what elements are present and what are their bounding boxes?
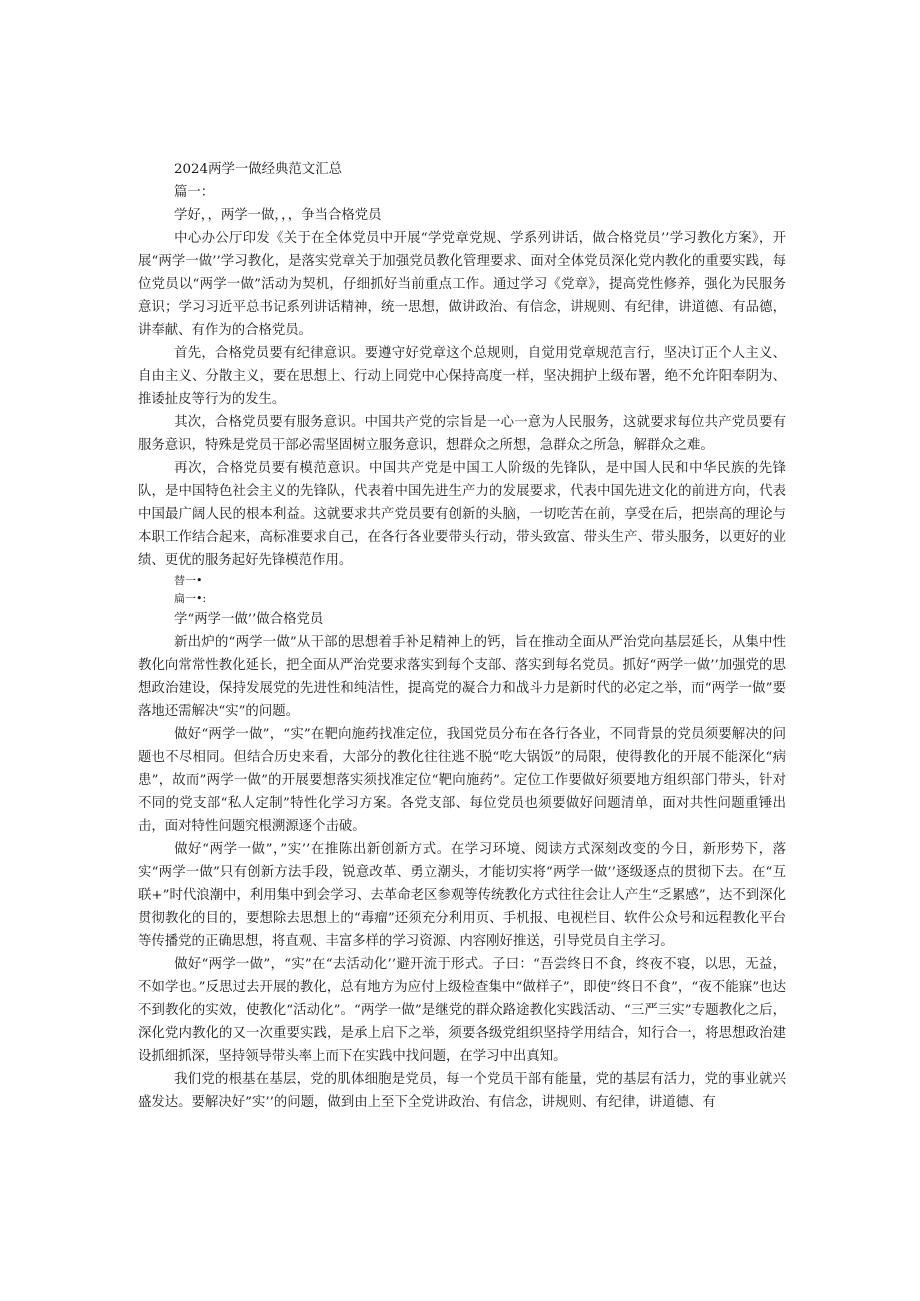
part1-paragraph-2: 首先，合格党员要有纪律意识。要遵守好党章这个总规则，自觉用党章规范言行，坚决订正个人主义、自由主义、分散主义，要在思想上、行动上同党中心保持高度一样，坚决拥护上级布署，绝不允许阳奉阴为、推诿扯皮等行为的发生。 — [138, 346, 786, 407]
part2-paragraph-2: 做好“两学一做”，“实”在靶向施药找准定位，我国党员分布在各行各业，不同背景的党员须要解决的问题也不尽相同。但结合历史来看，大部分的教化往往逃不脱“吃大锅饭”的局限，使得教化的开展不能深化“病患”，故而”两学一做”的开展要想落实须找准定位“靶向施药”。定位工作要做好须要地方组织部门带头，针对不同的党支部“私人定制”特性化学习方案。各党支部、每位党员也须要做好问题清单，面对共性问题重锤出击，面对特性问题究根溯源逐个击破。 — [138, 727, 786, 834]
part2-label-line-2: 扁一•: — [174, 592, 207, 605]
part2-paragraph-1: 新出炉的“两学一做”从干部的思想着手补足精神上的钙，旨在推动全面从严治党向基层延长，从集中性教化向常常性教化延长，把全面从严治党要求落实到每个支部、落实到每名党员。抓好“两学一做’’加强党的思想政治建设，保持发展党的先进性和纯洁性，提高党的凝合力和战斗力是新时代的必定之举，而“两学一做”要落地还需解决“实”的问题。 — [138, 635, 786, 719]
part2-heading: 学“两学一做’’做合格党员 — [174, 612, 324, 627]
part2-label-line-1: 替一• — [174, 574, 203, 587]
part1-label: 篇一： — [174, 185, 215, 200]
part1-heading: 学好，，两学一做，，，争当合格党员 — [174, 208, 382, 223]
part1-paragraph-1: 中心办公厅印发《关于在全体党员中开展“学党章党规、学系列讲话，做合格党员’’学习教化方案》，开展“两学一做’’学习教化，是落实党章关于加强党员教化管理要求、面对全体党员深化党内教化的重要实践，每位党员以“两学一做”活动为契机，仔细抓好当前重点工作。通过学习《党章》，提高党性修养，强化为民服务意识；学习习近平总书记系列讲话精神，统一思想，做讲政治、有信念，讲规则、有纪律，讲道德、有品德，讲奉献、有作为的合格党员。 — [138, 231, 786, 338]
part2-paragraph-3: 做好“两学一做”，”实’’在推陈出新创新方式。在学习环境、阅读方式深刻改变的今日，新形势下，落实“两学一做”只有创新方法手段，锐意改革、勇立潮头，才能切实将“两学一做’’逐级逐点的贯彻下去。在“互联+”时代浪潮中，利用集中到会学习、去革命老区参观等传统教化方式往往会让人产生“乏累感”，达不到深化贯彻教化的目的，要想除去思想上的“毒瘤”还须充分利用页、手机报、电视栏目、软件公众号和远程教化平台等传播党的正确思想，将直观、丰富多样的学习资源、内容刚好推送，引导党员自主学习。 — [138, 842, 786, 949]
part2-paragraph-5: 我们党的根基在基层，党的肌体细胞是党员，每一个党员干部有能量，党的基层有活力，党的事业就兴盛发达。要解决好”实’’的问题，做到由上至下全党讲政治、有信念，讲规则、有纪律，讲道德、有 — [138, 1072, 786, 1110]
part1-paragraph-3: 其次，合格党员要有服务意识。中国共产党的宗旨是一心一意为人民服务，这就要求每位共产党员要有服务意识，特殊是党员干部必需坚固树立服务意识，想群众之所想，急群众之所急，解群众之难。 — [138, 415, 786, 453]
part1-paragraph-4: 再次，合格党员要有模范意识。中国共产党是中国工人阶级的先锋队，是中国人民和中华民族的先锋队，是中国特色社会主义的先锋队，代表着中国先进生产力的发展要求，代表中国先进文化的前进方向，代表中国最广阔人民的根本利益。这就要求共产党员要有创新的头脑，一切吃苦在前，享受在后，把崇高的理论与本职工作结合起来，高标准要求自己，在各行各业要带头行动，带头致富、带头生产、带头服务，以更好的业绩、更优的服务起好先锋模范作用。 — [138, 461, 786, 568]
document-title: 2024两学一做经典范文汇总 — [174, 162, 342, 177]
document-page — [138, 158, 786, 1114]
part2-paragraph-4: 做好“两学一做”，“实”在“去活动化’’避开流于形式。子曰：“吾尝终日不食，终夜不寝，以思，无益，不如学也。”反思过去开展的教化，总有地方为应付上级检查集中“做样子”，即使“终日不食”，“夜不能寐”也达不到教化的实效，使教化“活动化”。“两学一做”是继党的群众路途教化实践活动、“三严三实”专题教化之后，深化党内教化的又一次重要实践，是承上启下之举，须要各级党组织坚持学用结合，知行合一，将思想政治建设抓细抓深，坚持领导带头率上而下在实践中找问题，在学习中出真知。 — [138, 957, 786, 1064]
